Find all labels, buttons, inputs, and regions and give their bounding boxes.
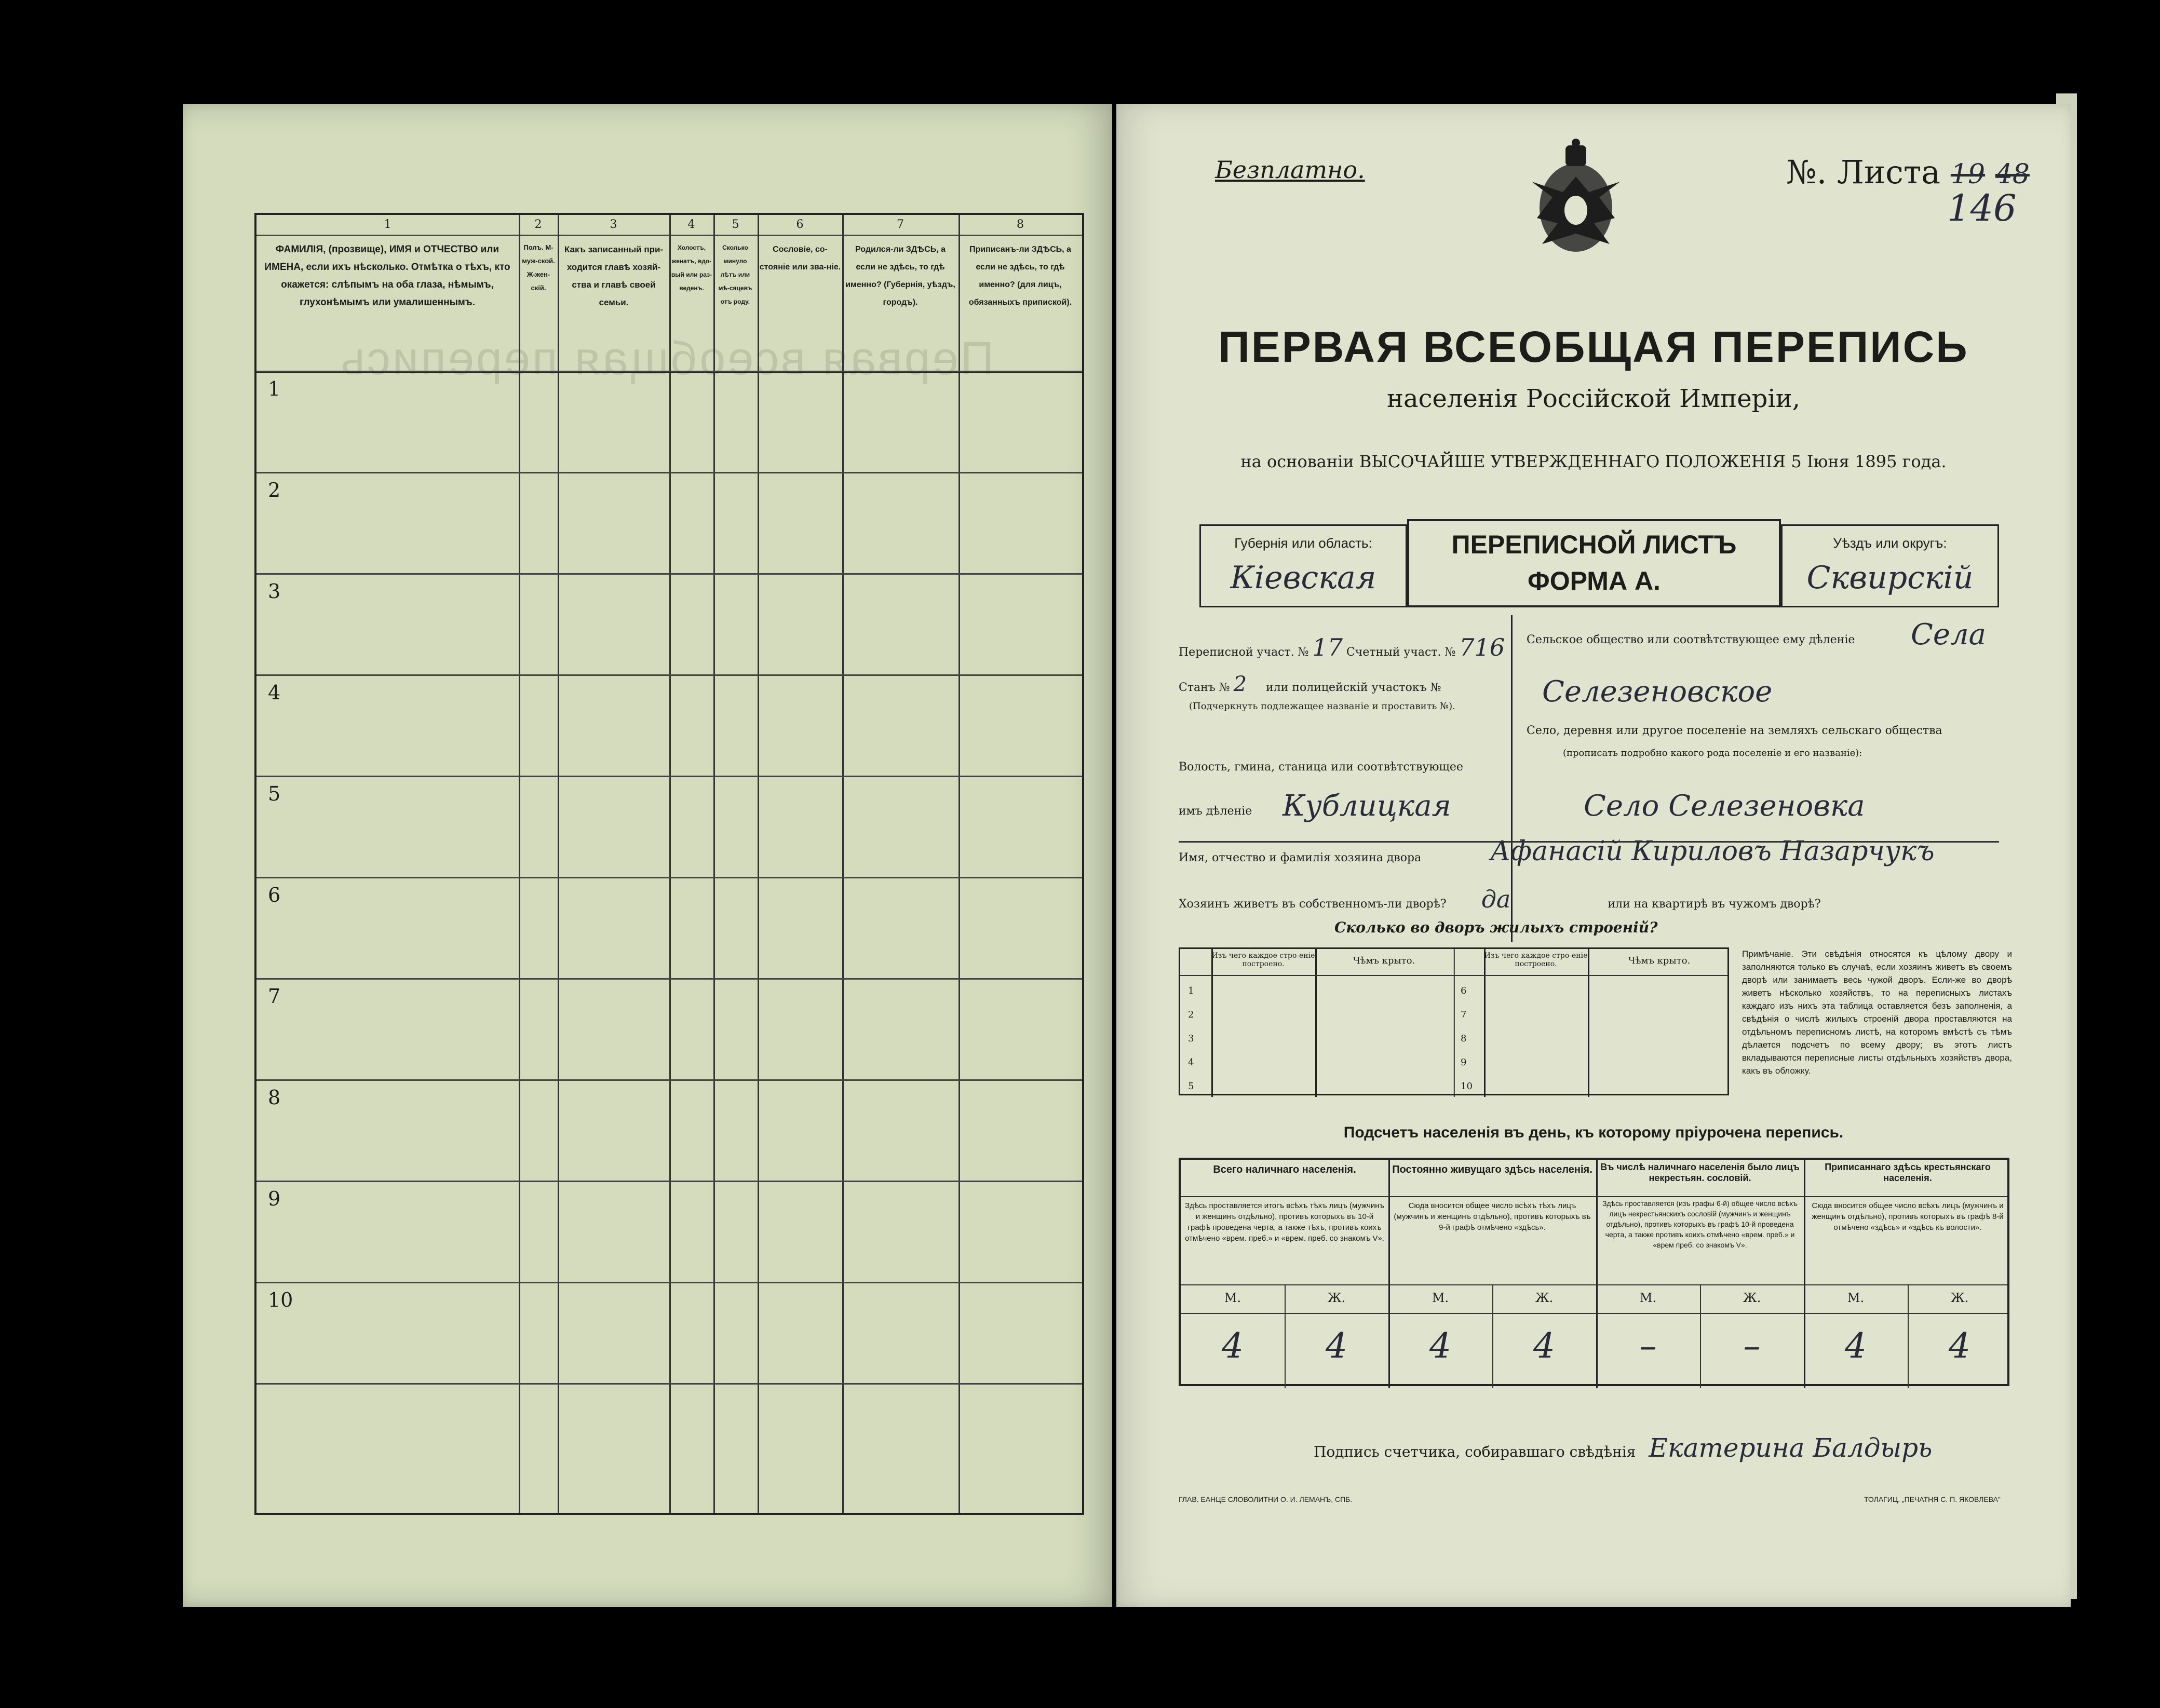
society-value-2: Селезеновское: [1542, 675, 1773, 709]
table-row: 3: [256, 573, 1082, 676]
count-value: –: [1639, 1326, 1657, 1366]
table-row: [256, 1383, 1082, 1514]
count-head-total: Всего наличнаго населенія.: [1213, 1164, 1356, 1175]
buildings-question: Сколько во дворъ жилыхъ строеній?: [1334, 919, 1658, 936]
owner-label: Имя, отчество и фамилія хозяина двора: [1179, 851, 1422, 864]
col-number: 5: [732, 218, 739, 231]
count-value: 4: [1222, 1326, 1244, 1366]
f-label: Ж.: [1535, 1291, 1554, 1305]
count-head-nonpeasant: Въ числѣ наличнаго населенія было лицъ некрестьян. сословій.: [1600, 1162, 1800, 1183]
buildings-table: Изъ чего каждое стро-еніе построено. Чѣмъ крыто. Изъ чего каждое стро-еніе построено. Чѣмъ крыто. 1 2 3 4 5 6 7 8 9 10: [1179, 947, 1729, 1095]
col-header-marital: Холостъ, женатъ, вдо-вый или раз-веденъ.: [671, 244, 712, 292]
right-page: [1116, 104, 2071, 1607]
table-row: 1: [256, 371, 1082, 473]
col-header-born: Родился-ли ЗДѢСЬ, а если не здѣсь, то гдѣ именно? (Губернія, уѣздъ, городъ).: [845, 245, 955, 307]
bldg-header-1-right: Изъ чего каждое стро-еніе построено.: [1484, 952, 1588, 968]
count-value: 4: [1429, 1326, 1451, 1366]
volost-label: Волость, гмина, станица или соотвѣтствующее: [1179, 761, 1463, 774]
bldg-header-2-right: Чѣмъ крыто.: [1628, 955, 1691, 966]
count-value: 4: [1533, 1326, 1555, 1366]
col-number: 3: [610, 218, 617, 231]
count-value: 4: [1949, 1326, 1970, 1366]
form-title-box: ПЕРЕПИСНОЙ ЛИСТЪ ФОРМА А.: [1407, 519, 1781, 607]
col-header-registered: Приписанъ-ли ЗДѢСЬ, а если не здѣсь, то гдѣ именно? (для лицъ, обязанныхъ припиской).: [968, 245, 1072, 307]
society-value-1: Села: [1911, 618, 1987, 652]
printer-left: ГЛАВ. ЕАНЦЕ СЛОВОЛИТНИ О. И. ЛЕМАНЪ, СПБ.: [1179, 1495, 1353, 1503]
double-headed-eagle-icon: [1516, 135, 1636, 265]
count-head-registered: Приписаннаго здѣсь крестьянскаго населенія.: [1825, 1162, 1991, 1183]
owner-value: Афанасій Кириловъ Назарчукъ: [1490, 836, 1935, 867]
census-household-table: [254, 213, 1084, 1515]
gubernia-box: Губернія или область: Кіевская: [1199, 524, 1407, 607]
table-header: [256, 215, 1082, 373]
table-row: 7: [256, 978, 1082, 1081]
table-row: 10: [256, 1282, 1082, 1385]
count-value: 4: [1326, 1326, 1347, 1366]
col-number: 7: [897, 218, 904, 231]
bleed-through-text: Первая всеобщая перепись: [339, 333, 994, 385]
count-title: Подсчетъ населенія въ день, къ которому пріурочена перепись.: [1343, 1124, 1844, 1141]
signature-value: Екатерина Балдырь: [1649, 1433, 1933, 1463]
uezd-value: Сквирскій: [1806, 560, 1974, 596]
table-row: 6: [256, 877, 1082, 980]
page-title: ПЕРВАЯ ВСЕОБЩАЯ ПЕРЕПИСЬ: [1218, 322, 1969, 371]
table-row: 2: [256, 472, 1082, 575]
village-note: (прописать подробно какого рода поселеніе и его названіе):: [1563, 748, 1862, 758]
table-row: 9: [256, 1181, 1082, 1283]
page-subtitle: населенія Россійской Имперіи,: [1387, 384, 1800, 413]
count-value: –: [1743, 1326, 1761, 1366]
m-label: М.: [1847, 1291, 1865, 1305]
f-label: Ж.: [1327, 1291, 1346, 1305]
printer-right: ТОЛАГИЦ. „ПЕЧАТНЯ С. П. ЯКОВЛЕВА": [1864, 1495, 2001, 1503]
sheet-number-new: 146: [1947, 187, 2017, 229]
signature-field: Подпись счетчика, собиравшаго свѣдѣнія Екатерина Балдырь: [1314, 1433, 1933, 1463]
col-number: 8: [1017, 218, 1024, 231]
underline-note: (Подчеркнуть подлежащее названіе и проставить №).: [1189, 701, 1455, 712]
table-row: 8: [256, 1079, 1082, 1182]
f-label: Ж.: [1950, 1291, 1969, 1305]
f-label: Ж.: [1743, 1291, 1761, 1305]
col-header-name: ФАМИЛІЯ, (прозвище), ИМЯ и ОТЧЕСТВО или ИМЕНА, если ихъ нѣсколько. Отмѣтка о тѣхъ, кто окажется: слѣпымъ на оба глаза, нѣмымъ, глухонѣмымъ или умалишеннымъ.: [264, 244, 510, 308]
note-text: Примѣчаніе. Эти свѣдѣнія относятся къ цѣлому двору и заполняются только въ случаѣ, если хозяинъ живетъ въ своемъ дворѣ или занимаетъ весь чужой дворъ. Если-же во дворѣ живетъ нѣсколько хозяйствъ, то на переписныхъ листахъ каждаго изъ нихъ эта таблица оставляется безъ заполненія, а свѣдѣнія о числѣ жилыхъ строеній двора проставляются на отдѣльномъ переписномъ листѣ, на которомъ вмѣстѣ съ тѣмъ дѣлается подсчетъ по всему двору; въ этотъ листъ вкладываются переписные листы отдѣльныхъ хозяйствъ двора, какъ въ обложку.: [1742, 949, 2012, 1076]
col-number: 4: [687, 218, 695, 231]
col-header-age: Сколько минуло лѣтъ или мѣ-сяцевъ отъ роду.: [718, 244, 752, 305]
population-count-table: Всего наличнаго населенія. Постоянно живущаго здѣсь населенія. Въ числѣ наличнаго населенія было лицъ некрестьян. сословій. Приписаннаго здѣсь крестьянскаго населенія. Здѣсь проставляется итогъ всѣхъ тѣхъ лицъ (мужчинъ и женщинъ отдѣльно), противъ которыхъ въ 10-й графѣ проведена черта, а также тѣхъ, противъ коихъ отмѣчено «врем. преб.» и «врем. преб. со знакомъ V». Сюда вносится общее число всѣхъ тѣхъ лицъ (мужчинъ и женщинъ отдѣльно), противъ которыхъ въ 9-й графѣ отмѣчено «здѣсь». Здѣсь проставляется (изъ графы 6-й) общее число всѣхъ лицъ некрестьянскихъ сословій (мужчинъ и женщинъ отдѣльно), противъ которыхъ въ графѣ 10-й проведена черта, а также противъ коихъ отмѣчено «врем. преб.» и «врем преб. со знакомъ V». Сюда вносится общее число всѣхъ лицъ (мужчинъ и женщинъ отдѣльно), противъ которыхъ въ графѣ 8-й отмѣчено «здѣсь» и «здѣсь къ волости». М. Ж. М. Ж. М. Ж. М. Ж. 4 4 4 4 – – 4 4: [1179, 1158, 2009, 1386]
village-label: Село, деревня или другое поселеніе на земляхъ сельскаго общества: [1527, 724, 1942, 737]
col-number: 1: [384, 218, 392, 231]
basis-line: на основаніи ВЫСОЧАЙШЕ УТВЕРЖДЕННАГО ПОЛОЖЕНІЯ 5 Іюня 1895 года.: [1240, 452, 1947, 471]
count-value: 4: [1845, 1326, 1867, 1366]
col-header-estate: Сословіе, со-стояніе или зва-ніе.: [759, 245, 841, 272]
society-label: Сельское общество или соотвѣтствующее ему дѣленіе: [1527, 633, 1855, 646]
sheet-number: №. Листа 19 48: [1786, 153, 2030, 191]
gubernia-value: Кіевская: [1230, 560, 1376, 596]
col-header-sex: Полъ. М-муж-ской. Ж-жен-скій.: [522, 243, 555, 292]
volost-label-2: имъ дѣленіе: [1179, 805, 1252, 818]
col-number: 2: [534, 218, 542, 231]
table-row: 5: [256, 776, 1082, 878]
own-yard-field: Хозяинъ живетъ въ собственномъ-ли дворѣ? да или на квартирѣ въ чужомъ дворѣ?: [1179, 885, 1821, 913]
uchast-fields: Переписной участ. № 17 Счетный участ. № 716: [1179, 633, 1505, 661]
free-label: Безплатно.: [1215, 156, 1365, 184]
village-value: Село Селезеновка: [1584, 789, 1865, 823]
stan-field: Станъ № 2 или полицейскій участокъ №: [1179, 672, 1441, 696]
table-row: 4: [256, 674, 1082, 777]
left-page: [183, 104, 1112, 1607]
volost-value: Кублицкая: [1282, 789, 1451, 823]
count-head-permanent: Постоянно живущаго здѣсь населенія.: [1392, 1164, 1592, 1175]
uezd-box: Уѣздъ или округъ: Сквирскій: [1781, 524, 1999, 607]
col-number: 6: [796, 218, 804, 231]
m-label: М.: [1432, 1291, 1449, 1305]
m-label: М.: [1639, 1291, 1657, 1305]
col-header-relation: Какъ записанный при-ходится главѣ хозяй-ства и главѣ своей семьи.: [564, 245, 664, 307]
